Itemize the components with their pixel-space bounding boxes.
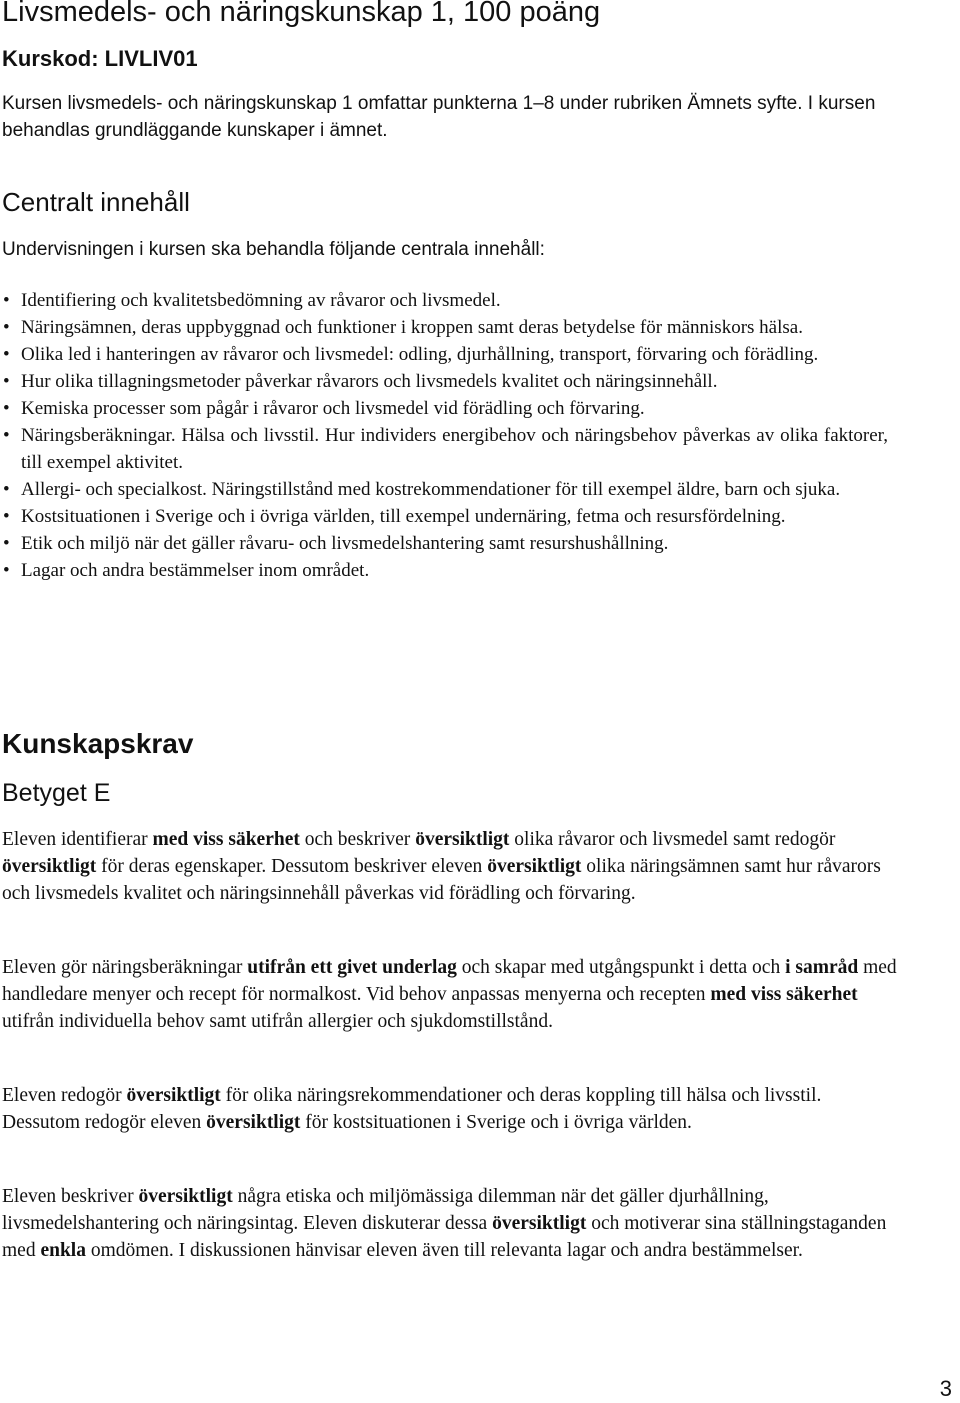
paragraph-text: omdömen. I diskussionen hänvisar eleven även till relevanta lagar och andra bestämmelser. bbox=[85, 1240, 803, 1261]
bullet-icon: • bbox=[3, 371, 10, 392]
emphasis-text: översiktligt bbox=[492, 1213, 587, 1234]
emphasis-text: i samråd bbox=[785, 957, 859, 978]
list-item bbox=[0, 368, 888, 395]
page-number: 3 bbox=[939, 1376, 952, 1401]
emphasis-text: översiktligt bbox=[206, 1112, 301, 1133]
list-item-text: Lagar och andra bestämmelser inom området. bbox=[21, 560, 370, 581]
paragraph-text: olika råvaror och livsmedel samt redogör bbox=[509, 829, 836, 850]
list-item-text: Olika led i hanteringen av råvaror och livsmedel: odling, djurhållning, transport, förvaring och förädling. bbox=[21, 344, 819, 365]
list-item bbox=[0, 476, 888, 503]
paragraph-text: och beskriver bbox=[299, 829, 416, 850]
emphasis-text: översiktligt bbox=[487, 856, 582, 877]
paragraph-text: för olika näringsrekommendationer och deras koppling till hälsa och livsstil. Dessutom redogör eleven bbox=[2, 1085, 822, 1133]
emphasis-text: utifrån ett givet underlag bbox=[247, 957, 457, 978]
bullet-icon: • bbox=[3, 344, 10, 365]
paragraph-text: och skapar med utgångspunkt i detta och bbox=[456, 957, 786, 978]
bullet-icon: • bbox=[3, 506, 10, 527]
emphasis-text: översiktligt bbox=[415, 829, 510, 850]
list-item bbox=[0, 314, 888, 341]
paragraph-text: några etiska och miljömässiga dilemman när det gäller djurhållning, livsmedelshantering och näringsintag. Eleven diskuterar dessa bbox=[2, 1186, 769, 1234]
list-item-text: Näringsämnen, deras uppbyggnad och funktioner i kroppen samt deras betydelse för människors hälsa. bbox=[21, 317, 803, 338]
bullet-icon: • bbox=[3, 398, 10, 419]
bullet-icon: • bbox=[3, 479, 10, 500]
list-item-text: Allergi- och specialkost. Näringstillstånd med kostrekommendationer för till exempel äldre, barn och sjuka. bbox=[21, 479, 841, 500]
central-content-lead: Undervisningen i kursen ska behandla följande centrala innehåll: bbox=[2, 239, 545, 260]
central-content-list bbox=[0, 287, 888, 584]
list-item-text: Etik och miljö när det gäller råvaru- och livsmedelshantering samt resurshushållning. bbox=[21, 533, 669, 554]
requirement-paragraph bbox=[2, 826, 902, 907]
emphasis-text: med viss säkerhet bbox=[710, 984, 858, 1005]
page-title: Livsmedels- och näringskunskap 1, 100 poäng bbox=[2, 0, 601, 28]
list-item bbox=[0, 395, 888, 422]
paragraph-text: för kostsituationen i Sverige och i övriga världen. bbox=[300, 1112, 692, 1133]
emphasis-text: översiktligt bbox=[126, 1085, 221, 1106]
paragraph-text: olika näringsämnen samt hur råvarors och livsmedels kvalitet och näringsinnehåll påverkas vid förädling och förvaring. bbox=[2, 856, 881, 904]
bullet-icon: • bbox=[3, 290, 10, 311]
requirement-paragraph bbox=[2, 1082, 902, 1136]
requirement-paragraph bbox=[2, 1183, 902, 1264]
list-item-text: Näringsberäkningar. Hälsa och livsstil. Hur individers energibehov och näringsbehov påverkas av olika faktorer, till exempel aktivitet. bbox=[21, 425, 888, 473]
emphasis-text: med viss säkerhet bbox=[152, 829, 300, 850]
emphasis-text: enkla bbox=[40, 1240, 86, 1261]
course-code: Kurskod: LIVLIV01 bbox=[2, 46, 198, 71]
grade-heading: Betyget E bbox=[2, 779, 111, 807]
bullet-icon: • bbox=[3, 533, 10, 554]
bullet-icon: • bbox=[3, 317, 10, 338]
emphasis-text: översiktligt bbox=[138, 1186, 233, 1207]
list-item-text: Identifiering och kvalitetsbedömning av råvaror och livsmedel. bbox=[21, 290, 501, 311]
list-item bbox=[0, 503, 888, 530]
requirements-heading: Kunskapskrav bbox=[2, 728, 194, 759]
emphasis-text: översiktligt bbox=[2, 856, 97, 877]
list-item bbox=[0, 341, 888, 368]
requirement-paragraph bbox=[2, 954, 902, 1035]
list-item bbox=[0, 557, 888, 584]
bullet-icon: • bbox=[3, 425, 10, 446]
course-intro: Kursen livsmedels- och näringskunskap 1 omfattar punkterna 1–8 under rubriken Ämnets syfte. I kursen behandlas grundläggande kunskaper i ämnet. bbox=[2, 93, 876, 141]
paragraph-text: Eleven gör näringsberäkningar bbox=[2, 957, 248, 978]
list-item-text: Kostsituationen i Sverige och i övriga världen, till exempel undernäring, fetma och resursfördelning. bbox=[21, 506, 786, 527]
list-item-text: Kemiska processer som pågår i råvaror och livsmedel vid förädling och förvaring. bbox=[21, 398, 645, 419]
list-item bbox=[0, 287, 888, 314]
paragraph-text: Eleven beskriver bbox=[2, 1186, 139, 1207]
central-content-heading: Centralt innehåll bbox=[2, 187, 190, 217]
paragraph-text: Eleven redogör bbox=[2, 1085, 127, 1106]
paragraph-text: utifrån individuella behov samt utifrån allergier och sjukdomstillstånd. bbox=[2, 1011, 553, 1032]
bullet-icon: • bbox=[3, 560, 10, 581]
list-item bbox=[0, 422, 888, 476]
paragraph-text: och motiverar sina ställningstaganden med bbox=[2, 1213, 887, 1261]
list-item bbox=[0, 530, 888, 557]
paragraph-text: för deras egenskaper. Dessutom beskriver eleven bbox=[96, 856, 488, 877]
list-item-text: Hur olika tillagningsmetoder påverkar råvarors och livsmedels kvalitet och näringsinnehåll. bbox=[21, 371, 718, 392]
paragraph-text: Eleven identifierar bbox=[2, 829, 153, 850]
paragraph-text: med handledare menyer och recept för normalkost. Vid behov anpassas menyerna och recepten bbox=[2, 957, 897, 1005]
